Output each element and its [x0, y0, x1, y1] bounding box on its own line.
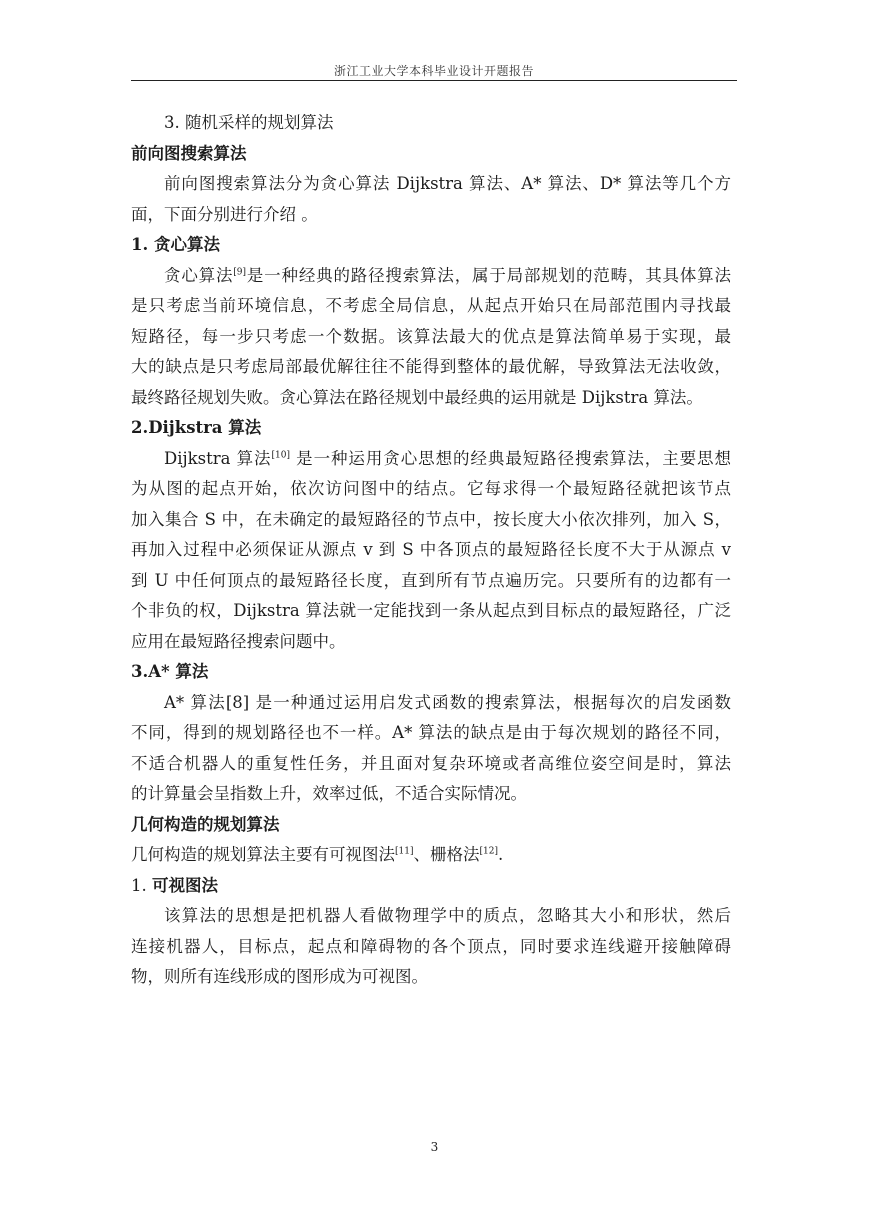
dijkstra-paragraph-line: 到 U 中任何顶点的最短路径长度，直到所有节点遍历完。只要所有的边都有一 — [131, 570, 731, 590]
visibility-paragraph-line: 连接机器人，目标点，起点和障碍物的各个顶点，同时要求连线避开接触障碍 — [131, 936, 731, 956]
astar-paragraph-line: 的计算量会呈指数上升，效率过低，不适合实际情况。 — [131, 784, 527, 803]
dijkstra-paragraph-line: 为从图的起点开始，依次访问图中的结点。它每求得一个最短路径就把该节点 — [131, 479, 731, 498]
forward-search-intro-line: 面，下面分别进行介绍 。 — [131, 204, 318, 224]
visibility-paragraph-line: 物，则所有连线形成的图形成为可视图。 — [131, 967, 428, 986]
forward-search-heading: 前向图搜索算法 — [131, 143, 247, 163]
geometric-heading: 几何构造的规划算法 — [131, 814, 280, 834]
greedy-paragraph-line: 是只考虑当前环境信息，不考虑全局信息，从起点开始只在局部范围内寻找最 — [131, 296, 731, 315]
page-header: 浙江工业大学本科毕业设计开题报告 — [333, 64, 534, 78]
dijkstra-term: Dijkstra 算法 — [164, 448, 272, 468]
greedy-paragraph-line: 大的缺点是只考虑局部最优解往往不能得到整体的最优解，导致算法无法收敛， — [131, 357, 731, 376]
dijkstra-heading: 2.Dijkstra 算法 — [131, 418, 262, 437]
visibility-paragraph-line: 该算法的思想是把机器人看做物理学中的质点，忽略其大小和形状，然后 — [164, 906, 731, 925]
header-rule — [131, 80, 737, 81]
dijkstra-paragraph-line — [131, 444, 731, 475]
page-number: 3 — [430, 1140, 439, 1154]
citation-ref: [12] — [479, 846, 498, 857]
dijkstra-paragraph-line: 加入集合 S 中，在未确定的最短路径的节点中，按长度大小依次排列，加入 S， — [131, 509, 731, 529]
dijkstra-paragraph-line: 个非负的权，Dijkstra 算法就一定能找到一条从起点到目标点的最短路径，广泛 — [131, 601, 731, 620]
dijkstra-paragraph-line: 应用在最短路径搜索问题中。 — [131, 631, 346, 651]
citation-ref: [11] — [395, 846, 414, 857]
visibility-heading — [131, 871, 731, 902]
geometric-intro-text: . — [497, 845, 504, 864]
dijkstra-paragraph-line: 再加入过程中必须保证从源点 v 到 S 中各顶点的最短路径长度不大于从源点 v — [131, 540, 731, 559]
astar-paragraph-line: A* 算法[8] 是一种通过运用启发式函数的搜索算法，根据每次的启发函数 — [164, 692, 731, 712]
geometric-intro — [131, 840, 731, 871]
section-title: 3. 随机采样的规划算法 — [164, 113, 334, 132]
visibility-heading-number: 1. — [131, 875, 152, 895]
greedy-paragraph-line — [131, 261, 731, 292]
greedy-heading: 1. 贪心算法 — [131, 235, 220, 254]
greedy-term: 贪心算法 — [164, 265, 234, 285]
greedy-text: 是一种经典的路径搜索算法，属于局部规划的范畴，其具体算法 — [246, 265, 731, 285]
citation-ref: [9] — [233, 267, 247, 277]
geometric-intro-text: 、栅格法 — [413, 845, 480, 864]
astar-paragraph-line: 不适合机器人的重复性任务，并且面对复杂环境或者高维位姿空间是时，算法 — [131, 753, 731, 773]
astar-paragraph-line: 不同，得到的规划路径也不一样。A* 算法的缺点是由于每次规划的路径不同， — [131, 723, 731, 742]
greedy-paragraph-line: 最终路径规划失败。贪心算法在路径规划中最经典的运用就是 Dijkstra 算法。 — [131, 387, 703, 407]
page-body — [131, 108, 731, 993]
visibility-heading-text: 可视图法 — [152, 875, 218, 895]
citation-ref: [10] — [271, 450, 290, 460]
dijkstra-text: 是一种运用贪心思想的经典最短路径搜索算法，主要思想 — [289, 448, 731, 468]
astar-heading: 3.A* 算法 — [131, 662, 209, 681]
greedy-paragraph-line: 短路径，每一步只考虑一个数据。该算法最大的优点是算法简单易于实现，最 — [131, 326, 731, 346]
forward-search-intro-line: 前向图搜索算法分为贪心算法 Dijkstra 算法、A* 算法、D* 算法等几个方 — [164, 174, 731, 193]
geometric-intro-text: 几何构造的规划算法主要有可视图法 — [131, 845, 395, 864]
